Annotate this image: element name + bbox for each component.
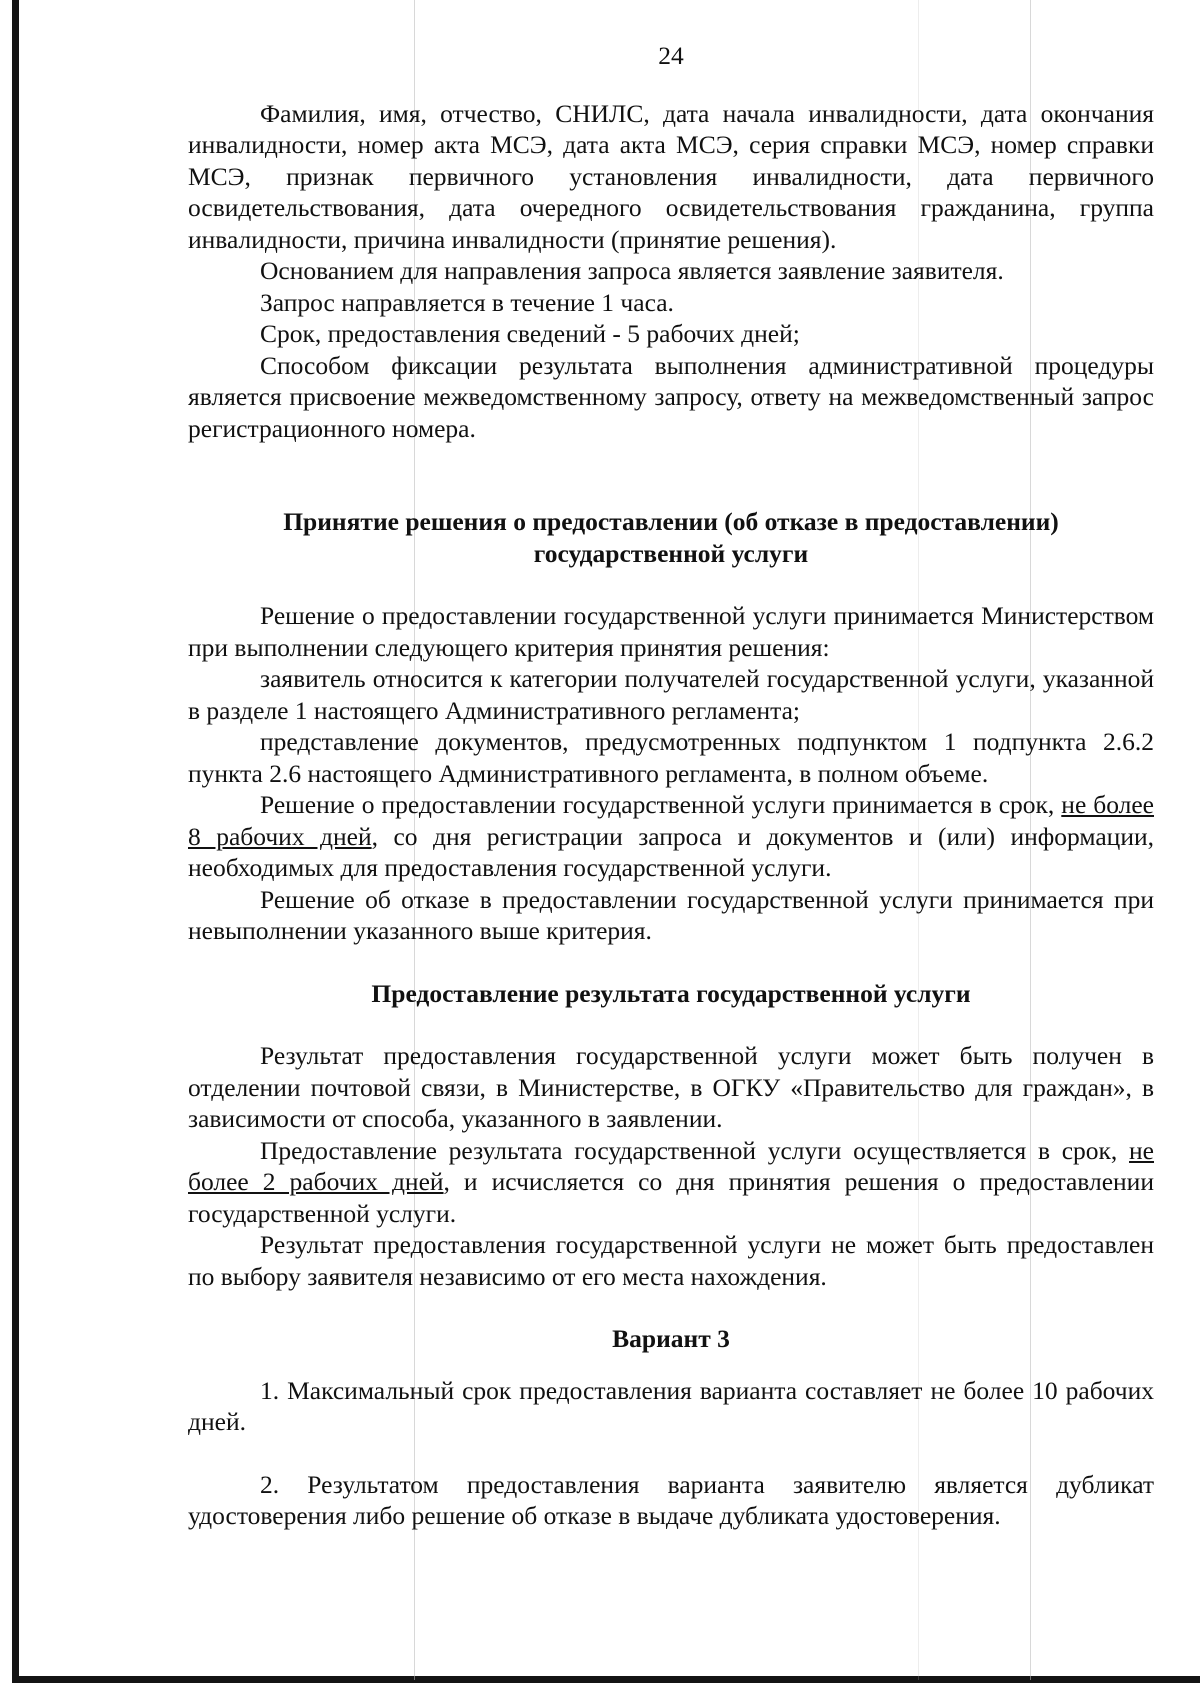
scan-border-bottom [12,1676,1200,1683]
numbered-item: 1. Максимальный срок предоставления варианта составляет не более 10 рабочих дней. [188,1375,1154,1436]
section-heading-result: Предоставление результата государственной услуги [371,978,971,1008]
spacer [188,1355,1154,1375]
spacer [188,569,1154,600]
document-page [188,40,1154,1532]
section-heading-decision [188,506,1154,569]
text-run: , и исчисляется со дня принятия решения о предоставлении государственной услуги. [188,1167,1154,1228]
spacer [188,1292,1154,1323]
text-run: Решение о предоставлении государственной услуги принимается в срок, [260,790,1062,819]
paragraph: Фамилия, имя, отчество, СНИЛС, дата начала инвалидности, дата окончания инвалидности, номер акта МСЭ, дата акта МСЭ, серия справки МСЭ, номер справки МСЭ, признак первичного установления инвалидности, дата первичного освидетельствования, дата очередного освидетельствования гражданина, группа инвалидности, причина инвалидности (принятие решения). [188,98,1154,254]
paragraph: Срок, предоставления сведений - 5 рабочих дней; [260,319,800,348]
paragraph: Запрос направляется в течение 1 часа. [260,287,674,317]
heading-line: государственной услуги [533,538,809,568]
paragraph: Результат предоставления государственной услуги может быть получен в отделении почтовой связи, в Министерстве, в ОГКУ «Правительство для граждан», в зависимости от способа, указанного в заявлении. [188,1041,1154,1133]
section-heading-variant: Вариант 3 [612,1324,730,1353]
paragraph: Результат предоставления государственной услуги не может быть предоставлен по выбору заявителя независимо от его места нахождения. [188,1230,1154,1291]
paragraph: Основанием для направления запроса является заявление заявителя. [260,256,1004,285]
text-run: , со дня регистрации запроса и документов и (или) информации, необходимых для предоставления государственной услуги. [188,821,1154,882]
paragraph: Решение о предоставлении государственной услуги принимается Министерством при выполнении следующего критерия принятия решения: [188,601,1154,662]
underlined-deadline: не более 8 рабочих дней [188,790,1154,851]
paragraph [188,789,1154,884]
spacer [188,947,1154,978]
spacer [188,444,1154,506]
scan-border-left [12,0,19,1683]
paragraph: Решение об отказе в предоставлении государственной услуги принимается при невыполнении указанного выше критерия. [188,884,1154,945]
paragraph: заявитель относится к категории получателей государственной услуги, указанной в разделе 1 настоящего Административного регламента; [188,664,1154,725]
heading-line: Принятие решения о предоставлении (об отказе в предоставлении) [283,507,1059,536]
paragraph: Способом фиксации результата выполнения административной процедуры является присвоение межведомственному запросу, ответу на межведомственный запрос регистрационного номера. [188,350,1154,443]
page-number: 24 [658,41,684,70]
spacer [188,1009,1154,1040]
spacer [188,1438,1154,1469]
numbered-item: 2. Результатом предоставления варианта заявителю является дубликат удостоверения либо решение об отказе в выдаче дубликата удостоверения. [188,1469,1154,1530]
paragraph [188,1135,1154,1230]
paragraph: представление документов, предусмотренных подпунктом 1 подпункта 2.6.2 пункта 2.6 настоящего Административного регламента, в полном объеме. [188,727,1154,788]
underlined-deadline: не более 2 рабочих дней [188,1135,1154,1196]
text-run: Предоставление результата государственной услуги осуществляется в срок, [260,1135,1130,1165]
